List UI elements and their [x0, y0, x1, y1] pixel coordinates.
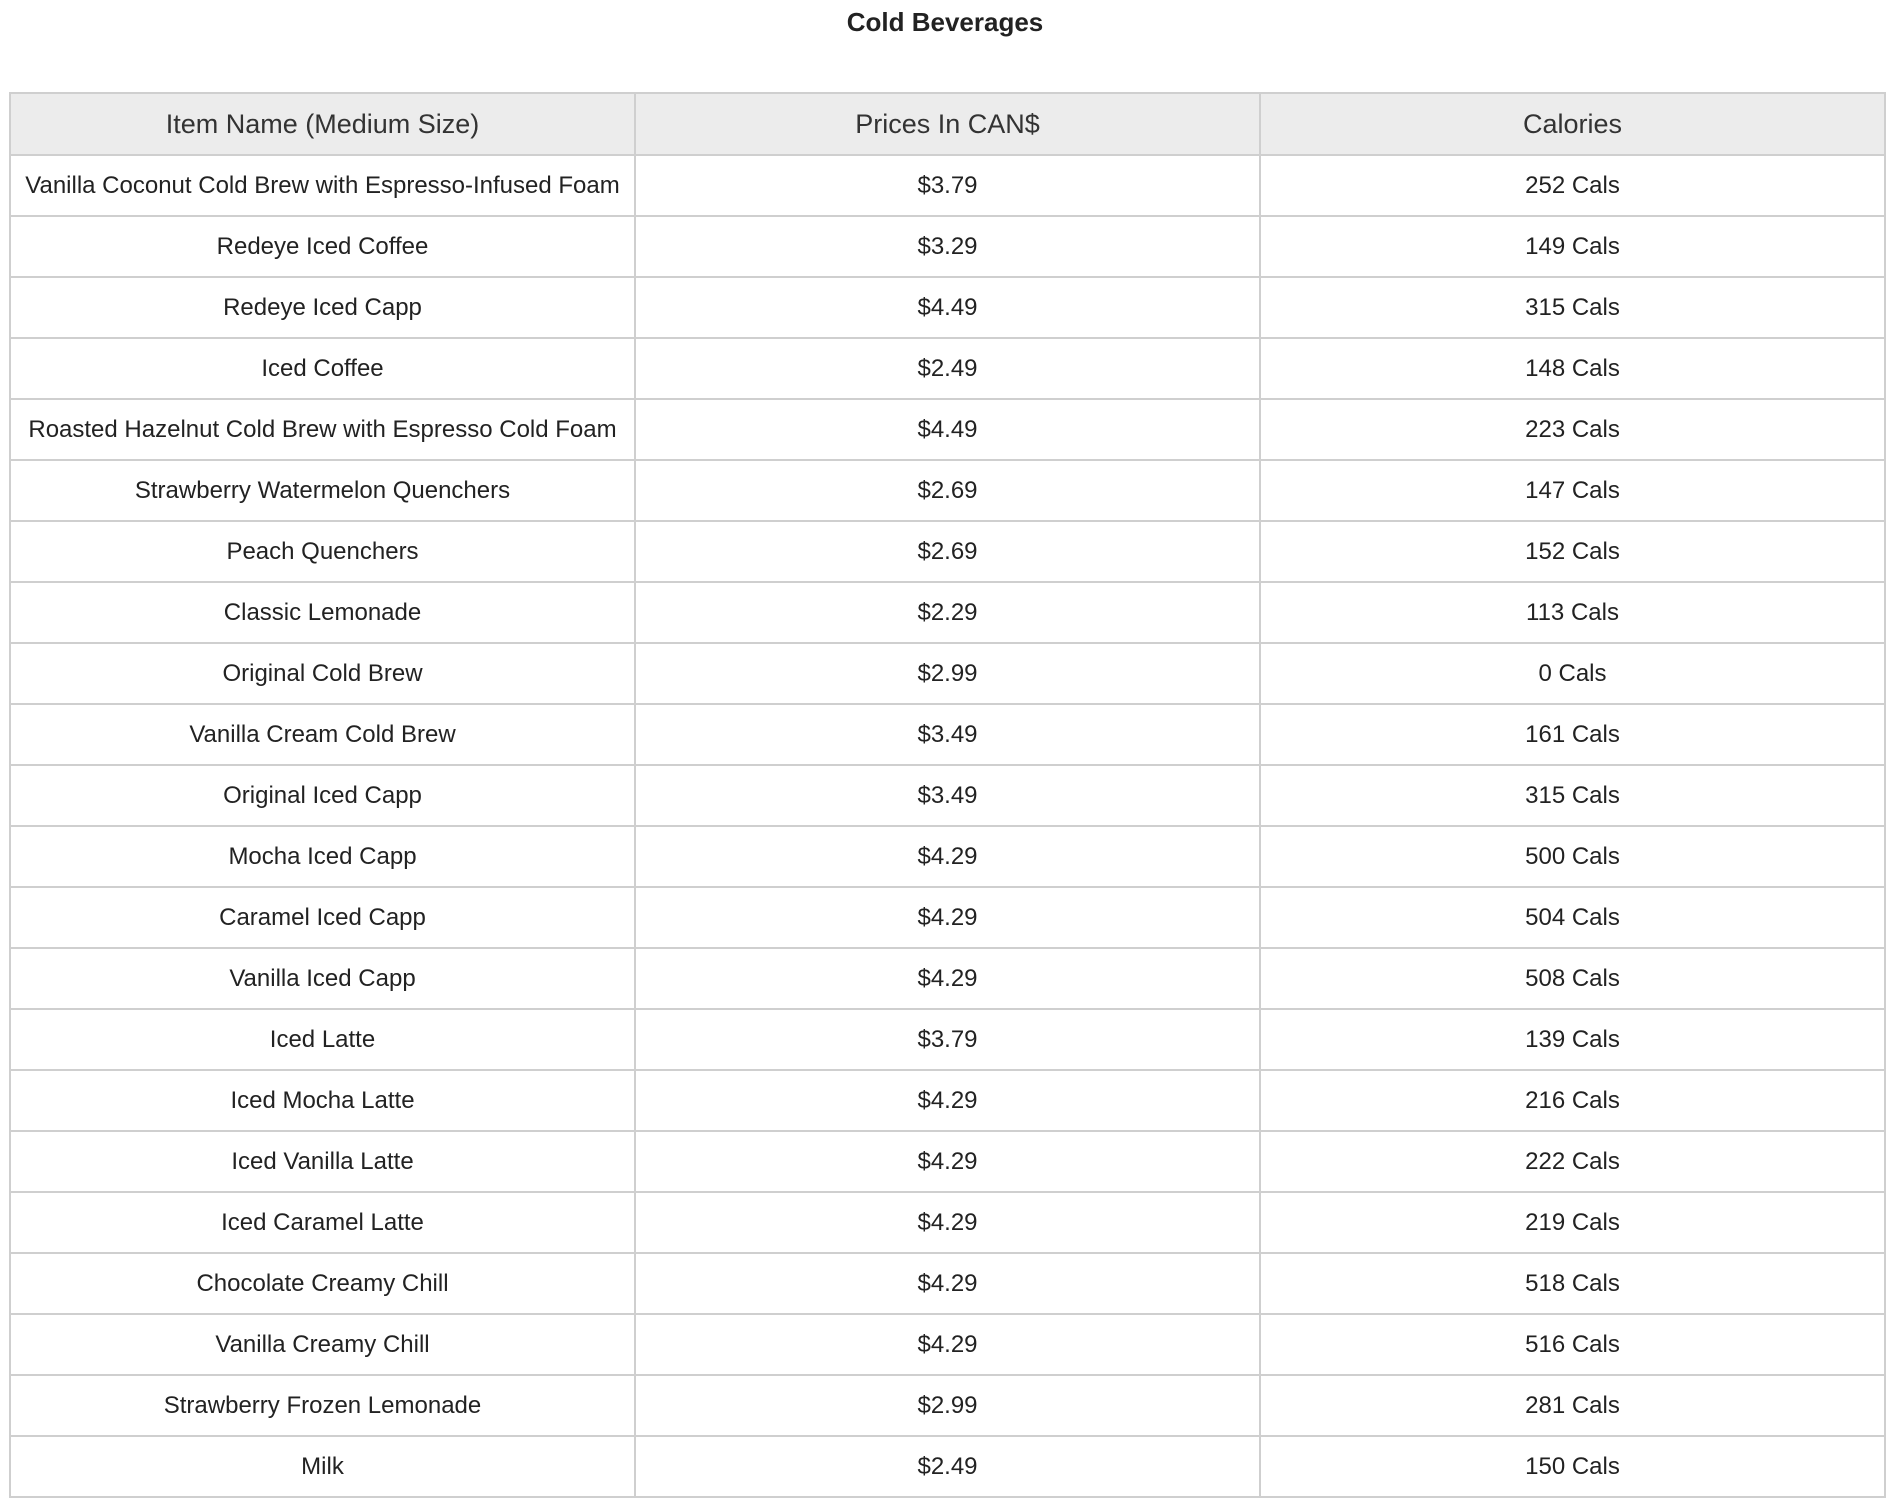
table-row	[10, 338, 1885, 399]
table-row	[10, 216, 1885, 277]
price-cell: $4.29	[635, 1131, 1260, 1192]
calories-cell: 147 Cals	[1260, 460, 1885, 521]
table-row	[10, 521, 1885, 582]
header-row	[10, 93, 1885, 155]
item-name-cell: Iced Caramel Latte	[10, 1192, 635, 1253]
column-header-calories: Calories	[1260, 93, 1885, 155]
price-cell: $3.49	[635, 765, 1260, 826]
price-cell: $4.49	[635, 399, 1260, 460]
price-cell: $3.49	[635, 704, 1260, 765]
table-row	[10, 1314, 1885, 1375]
price-cell: $3.79	[635, 1009, 1260, 1070]
table-row	[10, 1253, 1885, 1314]
item-name-cell: Milk	[10, 1436, 635, 1497]
item-name-cell: Redeye Iced Capp	[10, 277, 635, 338]
calories-cell: 219 Cals	[1260, 1192, 1885, 1253]
table-row	[10, 1070, 1885, 1131]
price-cell: $4.49	[635, 277, 1260, 338]
calories-cell: 500 Cals	[1260, 826, 1885, 887]
calories-cell: 222 Cals	[1260, 1131, 1885, 1192]
item-name-cell: Mocha Iced Capp	[10, 826, 635, 887]
item-name-cell: Strawberry Watermelon Quenchers	[10, 460, 635, 521]
item-name-cell: Original Iced Capp	[10, 765, 635, 826]
item-name-cell: Vanilla Cream Cold Brew	[10, 704, 635, 765]
price-cell: $2.29	[635, 582, 1260, 643]
table-row	[10, 948, 1885, 1009]
price-cell: $2.99	[635, 1375, 1260, 1436]
item-name-cell: Roasted Hazelnut Cold Brew with Espresso Cold Foam	[10, 399, 635, 460]
table-row	[10, 399, 1885, 460]
calories-cell: 516 Cals	[1260, 1314, 1885, 1375]
table-row	[10, 1009, 1885, 1070]
column-header-item-name: Item Name (Medium Size)	[10, 93, 635, 155]
price-cell: $4.29	[635, 948, 1260, 1009]
beverage-table	[9, 92, 1886, 1498]
price-cell: $2.99	[635, 643, 1260, 704]
item-name-cell: Vanilla Creamy Chill	[10, 1314, 635, 1375]
table-row	[10, 1375, 1885, 1436]
calories-cell: 150 Cals	[1260, 1436, 1885, 1497]
table-row	[10, 1131, 1885, 1192]
calories-cell: 0 Cals	[1260, 643, 1885, 704]
calories-cell: 518 Cals	[1260, 1253, 1885, 1314]
item-name-cell: Peach Quenchers	[10, 521, 635, 582]
table-row	[10, 765, 1885, 826]
column-header-price: Prices In CAN$	[635, 93, 1260, 155]
table-header	[10, 93, 1885, 155]
calories-cell: 315 Cals	[1260, 277, 1885, 338]
item-name-cell: Chocolate Creamy Chill	[10, 1253, 635, 1314]
price-cell: $2.49	[635, 1436, 1260, 1497]
calories-cell: 223 Cals	[1260, 399, 1885, 460]
item-name-cell: Vanilla Coconut Cold Brew with Espresso-Infused Foam	[10, 155, 635, 216]
price-cell: $3.29	[635, 216, 1260, 277]
table-row	[10, 582, 1885, 643]
item-name-cell: Iced Coffee	[10, 338, 635, 399]
price-cell: $3.79	[635, 155, 1260, 216]
calories-cell: 252 Cals	[1260, 155, 1885, 216]
calories-cell: 504 Cals	[1260, 887, 1885, 948]
table-row	[10, 704, 1885, 765]
price-cell: $4.29	[635, 1253, 1260, 1314]
table-row	[10, 887, 1885, 948]
item-name-cell: Iced Latte	[10, 1009, 635, 1070]
table-body	[10, 155, 1885, 1497]
page-title: Cold Beverages	[846, 7, 1044, 37]
item-name-cell: Iced Mocha Latte	[10, 1070, 635, 1131]
item-name-cell: Vanilla Iced Capp	[10, 948, 635, 1009]
calories-cell: 281 Cals	[1260, 1375, 1885, 1436]
price-cell: $2.49	[635, 338, 1260, 399]
price-cell: $2.69	[635, 521, 1260, 582]
calories-cell: 315 Cals	[1260, 765, 1885, 826]
table-row	[10, 155, 1885, 216]
table-row	[10, 826, 1885, 887]
table-row	[10, 1436, 1885, 1497]
table-row	[10, 277, 1885, 338]
calories-cell: 139 Cals	[1260, 1009, 1885, 1070]
item-name-cell: Classic Lemonade	[10, 582, 635, 643]
price-cell: $4.29	[635, 887, 1260, 948]
beverage-table-container	[9, 92, 1884, 1498]
calories-cell: 113 Cals	[1260, 582, 1885, 643]
item-name-cell: Redeye Iced Coffee	[10, 216, 635, 277]
calories-cell: 148 Cals	[1260, 338, 1885, 399]
table-row	[10, 643, 1885, 704]
item-name-cell: Caramel Iced Capp	[10, 887, 635, 948]
item-name-cell: Iced Vanilla Latte	[10, 1131, 635, 1192]
price-cell: $2.69	[635, 460, 1260, 521]
table-row	[10, 460, 1885, 521]
price-cell: $4.29	[635, 826, 1260, 887]
calories-cell: 152 Cals	[1260, 521, 1885, 582]
price-cell: $4.29	[635, 1192, 1260, 1253]
item-name-cell: Original Cold Brew	[10, 643, 635, 704]
price-cell: $4.29	[635, 1070, 1260, 1131]
table-row	[10, 1192, 1885, 1253]
calories-cell: 508 Cals	[1260, 948, 1885, 1009]
item-name-cell: Strawberry Frozen Lemonade	[10, 1375, 635, 1436]
calories-cell: 161 Cals	[1260, 704, 1885, 765]
calories-cell: 149 Cals	[1260, 216, 1885, 277]
price-cell: $4.29	[635, 1314, 1260, 1375]
calories-cell: 216 Cals	[1260, 1070, 1885, 1131]
